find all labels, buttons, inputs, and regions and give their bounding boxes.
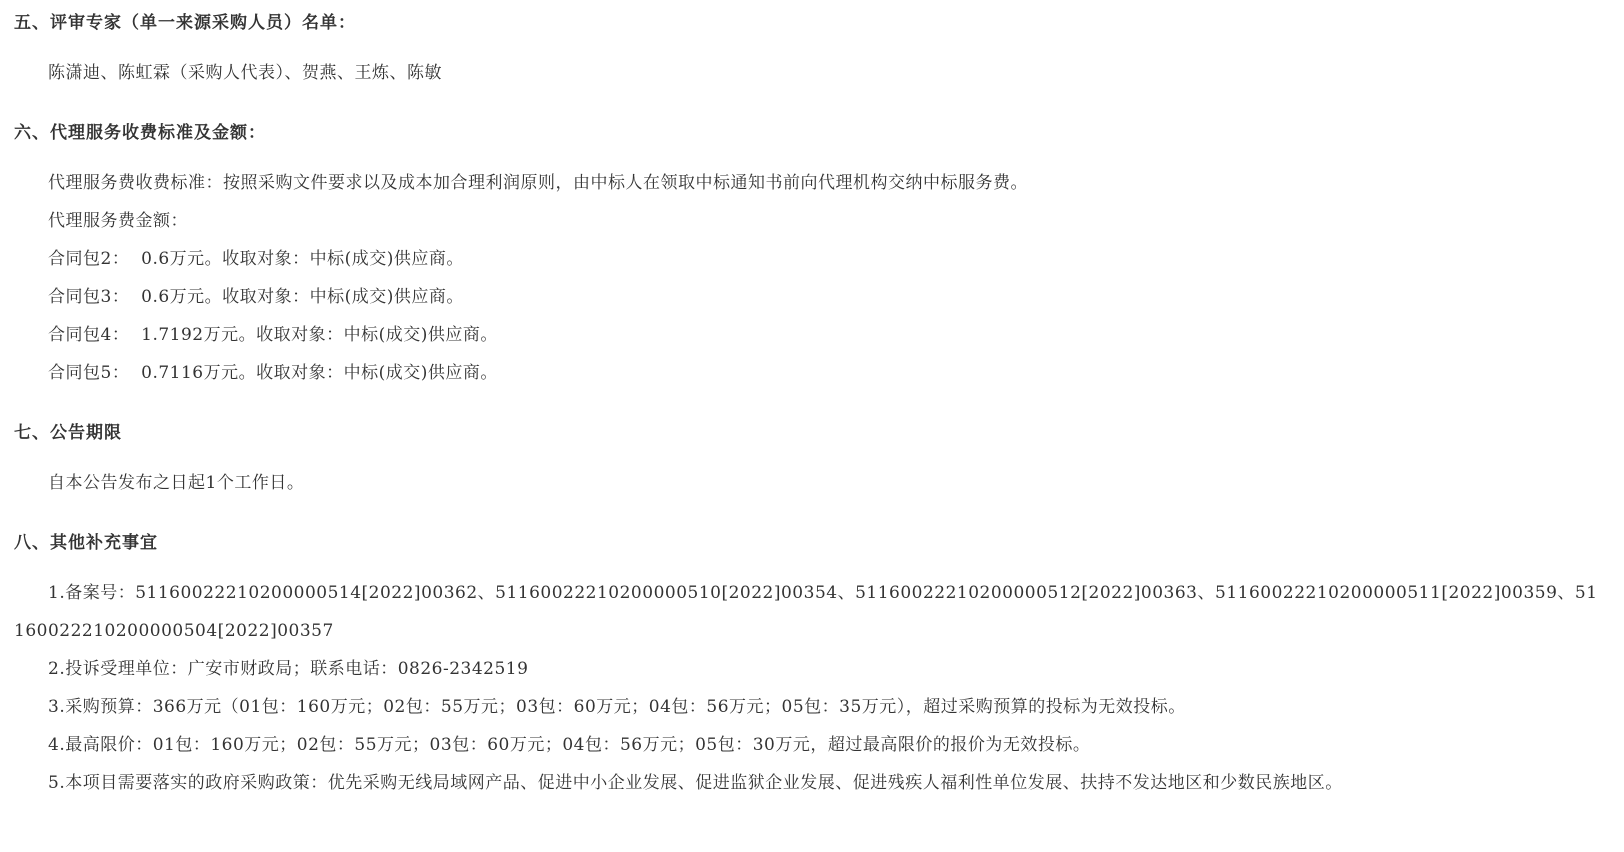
section-other-matters	[14, 532, 1606, 802]
paragraph-fee-standard: 代理服务费收费标准：按照采购文件要求以及成本加合理利润原则，由中标人在领取中标通知书前向代理机构交纳中标服务费。	[48, 173, 1028, 193]
section-heading-other-matters: 八、其他补充事宜	[14, 533, 158, 553]
section-heading-announcement-period: 七、公告期限	[14, 423, 122, 443]
paragraph-filing-numbers: 1.备案号：51160022210200000514[2022]00362、51160022210200000510[2022]00354、51160022210200000512[2022]00363、51160022210200000511[2022]00359、51160022210200000504[2022]00357	[14, 583, 1598, 641]
paragraph-procurement-budget: 3.采购预算：366万元（01包：160万元；02包：55万元；03包：60万元；04包：56万元；05包：35万元），超过采购预算的投标为无效投标。	[48, 697, 1186, 717]
paragraph-contract-package-2: 合同包2： 0.6万元。收取对象：中标(成交)供应商。	[48, 249, 464, 269]
section-review-experts	[14, 12, 1606, 92]
paragraph-expert-names: 陈潇迪、陈虹霖（采购人代表）、贺燕、王炼、陈敏	[48, 63, 442, 83]
paragraph-contract-package-5: 合同包5： 0.7116万元。收取对象：中标(成交)供应商。	[48, 363, 498, 383]
paragraph-contract-package-4: 合同包4： 1.7192万元。收取对象：中标(成交)供应商。	[48, 325, 498, 345]
section-announcement-period	[14, 422, 1606, 502]
paragraph-procurement-policies: 5.本项目需要落实的政府采购政策：优先采购无线局域网产品、促进中小企业发展、促进监狱企业发展、促进残疾人福利性单位发展、扶持不发达地区和少数民族地区。	[48, 773, 1343, 793]
section-agency-fees	[14, 122, 1606, 392]
section-heading-agency-fees: 六、代理服务收费标准及金额：	[14, 123, 266, 143]
paragraph-fee-amount-label: 代理服务费金额：	[48, 211, 188, 231]
paragraph-announcement-period: 自本公告发布之日起1个工作日。	[48, 473, 305, 493]
paragraph-contract-package-3: 合同包3： 0.6万元。收取对象：中标(成交)供应商。	[48, 287, 464, 307]
section-heading-review-experts: 五、评审专家（单一来源采购人员）名单：	[14, 13, 356, 33]
paragraph-complaint-unit: 2.投诉受理单位：广安市财政局；联系电话：0826-2342519	[48, 659, 529, 679]
paragraph-price-ceiling: 4.最高限价：01包：160万元；02包：55万元；03包：60万元；04包：56万元；05包：30万元，超过最高限价的报价为无效投标。	[48, 735, 1091, 755]
